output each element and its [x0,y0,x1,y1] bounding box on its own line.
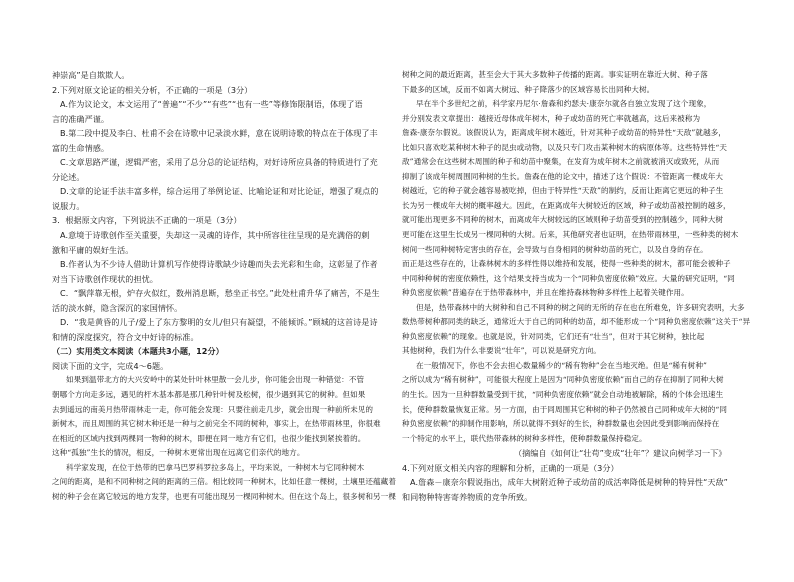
text-line: 这种“孤独”生长的情况，相反，一种树木更常出现在远离它们亲代的地方。 [52,448,305,458]
text-line: 一个特定的水平上，联代热带森林的树种多样性，使种群数量保持稳定。 [402,433,647,443]
text-line: 树种之间的最近距离，甚至会大于其大多数种子传播的距离。事实证明在靠近大树、种子落 [402,70,708,79]
text-line: 早在半个多世纪之前，科学家丹尼尔·詹森和约瑟夫·康奈尔就各自独立发现了这个现象， [416,99,712,109]
text-line: 就可能出现更多不同种的树木，而离成年大树较远的区域则种子幼苗受到的控制越少，同种大树 [402,215,724,225]
text-line: 种负密度依赖”的抑制作用影响，所以就得不到好的生长，种群数量也会因此受到影响而保持在 [402,419,720,429]
text-line: 说服力。 [52,200,85,211]
text-line: 言的准确严谨。 [52,113,110,124]
text-line: 和情的深度探究，符合文中好诗的标准。 [52,331,199,342]
text-line: 下最多的区域，反而不如离大树远、种子降落少的区域容易长出同种大树。 [402,84,655,94]
text-line: （摘编自《如何让“壮苟”变成“壮年”？建议向树学习一下》 [514,448,727,459]
text-line: 树间一些同种树特定害虫的存在，会导致与自身相同的树种幼苗的死亡，以及自身的存在。 [402,244,708,254]
text-line: 种负密度依赖”的现象。也就是说，针对同类，它们还有“壮当”，但对于其它树种，独比起 [402,331,705,341]
text-line: 如果到温带北方的大兴安岭中的某处针叶林里散一会儿步，你可能会出现一种错觉：不管 [66,375,365,385]
text-line: 在相近的区域内找到两棵同一物种的树木，即便在同一地方有它们，也很少能找到紧挨着的。 [52,433,366,443]
text-line: 分论述。 [52,171,85,182]
text-line: 而正是这些存在的，让森林树木的多样性得以维持和发展，使得一些种类的树木，都可能会被种子 [402,259,731,269]
text-line: 敌”通常会在这些树木周围的种子和幼苗中聚集，在发育为成年树木之前就被消灭或致死，从而 [402,157,720,167]
text-line: 科学家发现，在位于热带的巴拿马巴罗科罗拉多岛上，平均来说，一种树木与它同种树木 [66,462,365,472]
text-line: B.作者认为不少诗人借助计算机写作使得诗歌缺少诗趣而失去光彩和生命，这彰显了作者 [60,259,378,270]
text-line: A.作为议论文，本文运用了“普遍”“不少”“有些”“也有一些”等修饰限制语，体现了语 [60,99,363,110]
left-column [52,68,401,504]
text-line: 之所以成为“稀有树种”，可能很大程度上是因为“同种负密度依赖”而自己的存在抑制了同种大树 [402,375,724,385]
text-line: 之间的距离，是和不同种树之间的距离的三倍。相比较同一种树木，比如任意一棵树，土壤里还蕴藏着 [52,477,396,487]
text-line: 詹森-康奈尔假说。该假说认为，距离成年树木越近，针对其种子或幼苗的特异性“天敌”就越多， [402,128,726,138]
text-line: 富的生命情感。 [52,142,110,153]
text-line: 长为另一棵成年大树的概率越大。因此，在距离成年大树较近的区域，种子或幼苗被控制的越多， [402,200,731,210]
text-line: 但是，热带森林中的大树种和自己不同种的树之间的无所的存在也在所难免，许多研究表明，大多 [416,302,745,312]
text-line: 神崇高”是自欺欺人。 [52,70,130,80]
text-line: 朝哪个方向走多远，遇见的杆木基本都是那几种针叶树及松树，很少遇到其它的树种。但如果 [52,390,366,400]
text-line: 种负密度依赖”普遍存在于热带森林中，并且在维持森林物种多样性上起着关键作用。 [402,288,689,298]
text-line: C.文章思路严谨，逻辑严密，采用了总分总的论证结构，对好诗所应具备的特质进行了充 [60,157,378,168]
text-line: 对当下诗歌创作现状的担忧。 [52,273,158,284]
text-line: 4.下列对原文相关内容的理解和分析，正确的一项是（3分） [402,462,619,473]
text-line: 激和平庸的娱好生活。 [52,244,134,255]
text-line: 新树木，而且周围的其它树木种还是一种与之前完全不同的树种，事实上，在热带雨林里，你很难 [52,419,381,429]
text-line: C．“飘萍靠无根，炉存火似红，数州消息断，愁坐正书空。”此处杜甫升华了痛苦，不是生 [60,288,380,299]
text-line: 其他树种，我们为什么非要说“壮年”，可以说是研究方向。 [402,346,601,356]
text-line: 3．根据原文内容，下列说法不正确的一项是（3分） [52,215,242,226]
text-line: 抑制了该成年树周围同种树的生长。詹森在他的论文中，描述了这个假说：不管距离一棵成年大 [402,171,724,181]
text-line: B.第二段中提及李白、杜甫不会在诗歌中记录淡水鲜，意在说明诗歌的特点在于体现了丰 [60,128,378,139]
text-line: D.文章的论证手法丰富多样，综合运用了举例论证、比喻论证和对比论证，增强了观点的 [60,186,379,197]
text-line: 2.下列对原文论证的相关分析，不正确的一项是（3分） [52,84,253,95]
text-line: 长，使种群数量恢复正常。另一方面，由于同周围其它种树的种子仍然被自己同种成年大树的“同 [402,404,727,414]
text-line: 中同种种树的密度依赖性，这个结果支持当成为一个“同种负密度依赖”效应。大量的研究证明，“同 [402,273,735,283]
text-line: 数热带树种都同类的缺乏，通常近大于自己的同种的幼苗，却不能形成一个“同种负密度依赖”这关于“异 [402,317,751,327]
text-line: 去到遥远的南美月热带雨林走一走，你可能会发现：只要往前走几步，就会出现一种前所未见的 [52,404,374,414]
text-line: A.意境于诗歌创作至关重要，失却这一灵魂的诗作，其中所容往往呈现的是充满俗的刺 [60,230,370,241]
text-line: 活的淡水鲜，隐含深沉的家国情怀。 [52,302,183,313]
text-line: D．“我是黄昏的儿子/爱上了东方黎明的女儿/但只有凝望，不能倾诉。”顾城的这首诗是诗 [60,317,378,328]
text-line: 更可能在这里生长成另一棵同种的大树。后来，其他研究者也证明，在热带雨林里，一些种类的树木 [402,230,739,240]
text-line: （二）实用类文本阅读（本题共3小题，12分） [52,346,224,357]
text-line: 阅读下面的文字，完成4～6题。 [52,360,169,371]
right-column [402,68,751,504]
text-line: 比如只喜欢吃某种树木种子的昆虫或动物，以及只专门攻击某种树木的病原体等。这些特异性“天 [402,142,727,152]
text-line: 在一般情况下，你也不会去担心数量稀少的“稀有物种”会在当地灭绝。但是“稀有树种” [416,360,707,370]
text-line: A.詹森－康奈尔假说指出，成年大树附近种子或幼苗的成活率降低是树种的特异性“天敌” [410,477,728,488]
text-line: 树越近，它的种子就会越容易被吃掉，但由于特异性“天敌”的制约，反而让距离它更远的种子生 [402,186,724,196]
text-line: 树的种子会在离它较远的地方发芽，也更有可能出现另一棵同种树木。但在这个岛上，很多树和另一棵 [52,491,396,501]
text-line: 的生长。因为一旦种群数量受到干扰，“同种负密度依赖”就会自动地被解除，稀的个体会迅速生 [402,390,724,400]
text-line: 并分别发表文章提出：越接近母体成年树木，种子或幼苗的死亡率就越高，这后来被称为 [402,113,701,123]
text-line: 和同物种特害寄养物质的竞争所致。 [402,491,533,502]
